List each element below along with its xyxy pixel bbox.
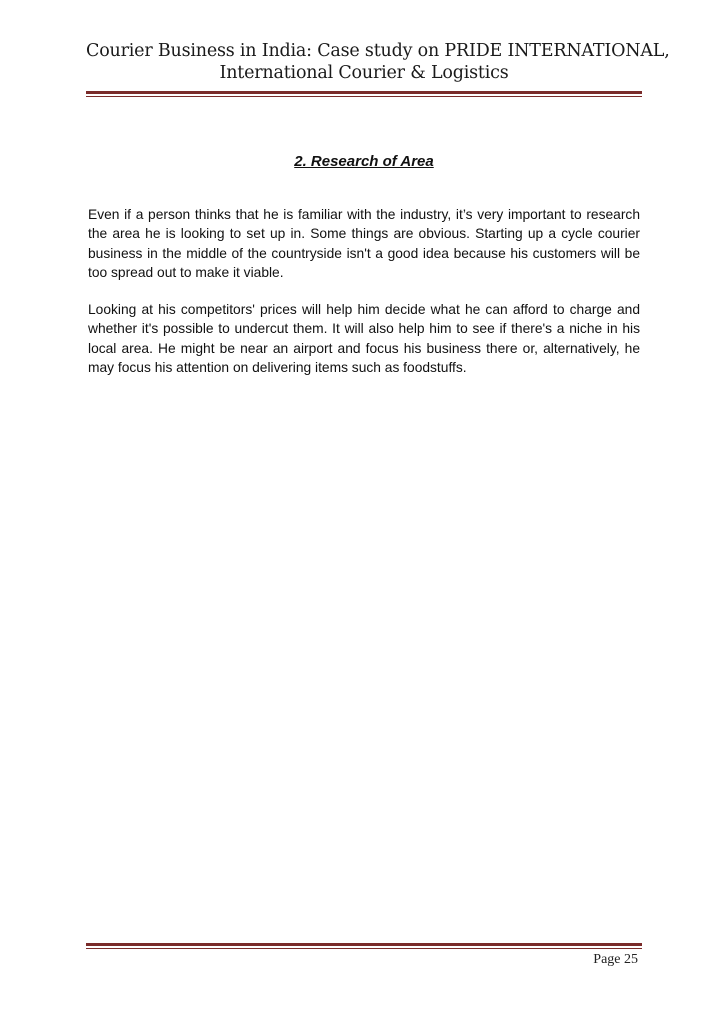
- header-title-line-1: Courier Business in India: Case study on PRIDE INTERNATIONAL,: [86, 41, 670, 61]
- paragraph-2: Looking at his competitors' prices will help him decide what he can afford to charge and whether it's possible to undercut them. It will also help him to see if there's a niche in his local area. He might be near an airport and focus his business there or, alternatively, he may focus his attention on delivering items such as foodstuffs.: [88, 302, 640, 376]
- page-number: Page 25: [593, 952, 638, 967]
- footer-rule-thin: [86, 948, 642, 949]
- section-heading: 2. Research of Area: [294, 153, 434, 170]
- header-rule-thick: [86, 91, 642, 94]
- running-header: [86, 40, 670, 84]
- header-title-line-2: International Courier & Logistics: [219, 63, 509, 83]
- footer-rule-thick: [86, 943, 642, 946]
- paragraph-1: Even if a person thinks that he is familiar with the industry, it’s very important to research the area he is looking to set up in. Some things are obvious. Starting up a cycle courier business in the middle of the countryside isn't a good idea because his customers will be too spread out to make it viable.: [88, 207, 640, 281]
- header-rule-thin: [86, 96, 642, 97]
